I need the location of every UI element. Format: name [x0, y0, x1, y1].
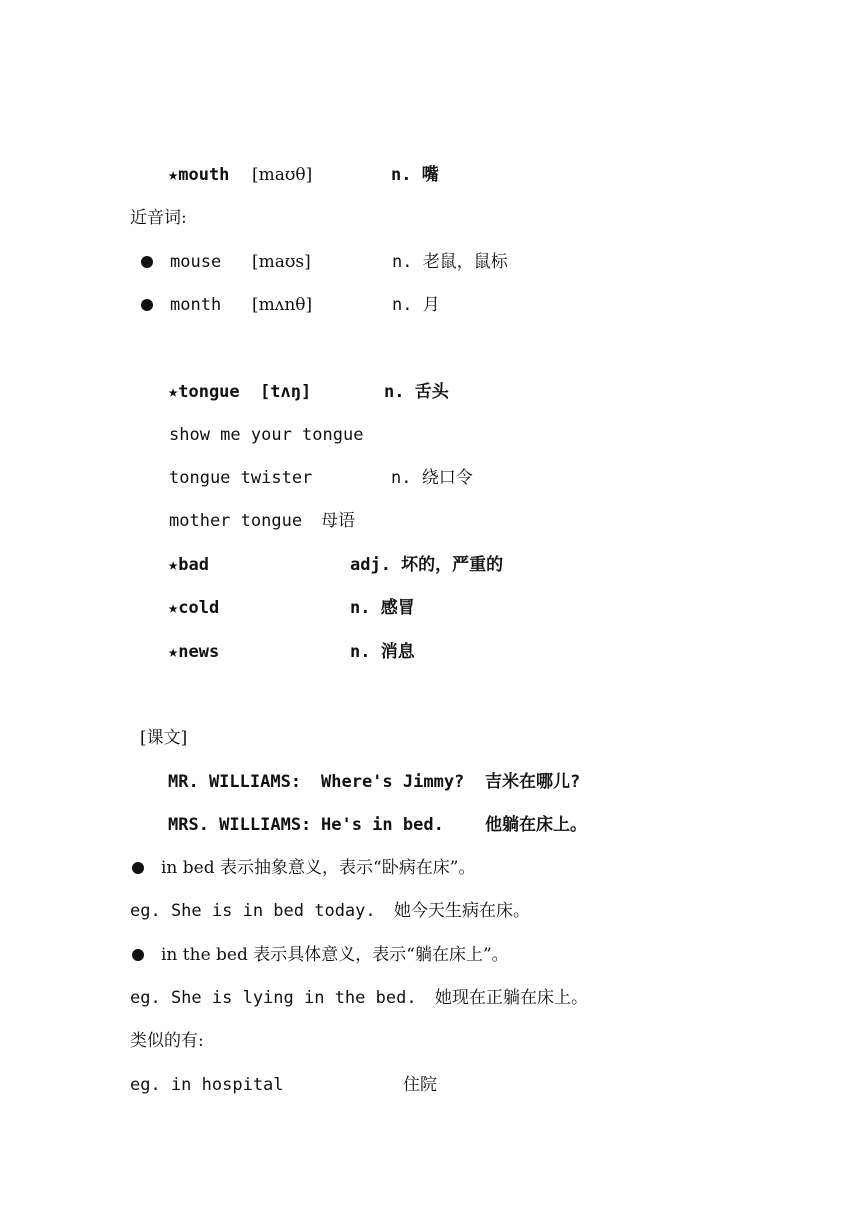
similar-phonetic-month: [mʌnθ] [252, 295, 313, 315]
similar-word-month: month [170, 295, 222, 315]
similar-meaning-month: n. 月 [392, 295, 440, 315]
phrase-mother-tongue-meaning: 母语 [321, 511, 355, 531]
example-phrase-translation: 住院 [403, 1075, 437, 1095]
vocab-tongue-phonetic: [tʌŋ] [260, 382, 312, 402]
similar-word-mouse: mouse [170, 252, 222, 272]
example-sentence: eg. She is lying in the bed. [130, 988, 417, 1008]
vocab-cold-word: ★cold [168, 598, 220, 618]
vocab-mouth-phonetic: [maʊθ] [252, 165, 313, 185]
vocab-tongue-meaning: n. 舌头 [384, 382, 449, 402]
vocab-tongue-word: ★tongue [168, 382, 240, 402]
example-phrase: eg. in hospital [130, 1075, 284, 1095]
phrase-tongue-twister: tongue twister [169, 468, 313, 488]
vocab-mouth-meaning: n. 嘴 [391, 165, 439, 185]
dialog-speaker: MRS. WILLIAMS: [168, 815, 312, 835]
vocab-mouth-word: ★mouth [168, 165, 230, 185]
dialog-speaker: MR. WILLIAMS: [168, 772, 302, 792]
grammar-note-in-bed: in bed 表示抽象意义，表示“卧病在床”。 [161, 858, 476, 878]
vocab-news-meaning: n. 消息 [350, 642, 415, 662]
vocab-news-word: ★news [168, 642, 220, 662]
section-heading: [课文] [140, 728, 188, 748]
vocab-bad-word: ★bad [168, 555, 209, 575]
similar-usage-label: 类似的有: [130, 1031, 204, 1051]
vocab-cold-meaning: n. 感冒 [350, 598, 415, 618]
phrase-mother-tongue: mother tongue [169, 511, 303, 531]
grammar-note-in-the-bed: in the bed 表示具体意义，表示“躺在床上”。 [161, 945, 509, 965]
phrase-show-tongue: show me your tongue [169, 425, 364, 445]
similar-words-label: 近音词: [130, 208, 187, 228]
bullet-icon [141, 256, 153, 268]
example-translation: 她今天生病在床。 [394, 901, 530, 921]
bullet-icon [132, 862, 144, 874]
dialog-chinese: 他躺在床上。 [485, 815, 587, 835]
bullet-icon [132, 949, 144, 961]
vocab-bad-meaning: adj. 坏的，严重的 [350, 555, 504, 575]
similar-meaning-mouse: n. 老鼠，鼠标 [392, 252, 508, 272]
example-sentence: eg. She is in bed today. [130, 901, 376, 921]
phrase-tongue-twister-meaning: n. 绕口令 [391, 468, 473, 488]
dialog-chinese: 吉米在哪儿? [485, 772, 581, 792]
bullet-icon [141, 299, 153, 311]
similar-phonetic-mouse: [maʊs] [252, 252, 311, 272]
example-translation: 她现在正躺在床上。 [435, 988, 588, 1008]
dialog-english: Where's Jimmy? [321, 772, 465, 792]
dialog-english: He's in bed. [321, 815, 444, 835]
